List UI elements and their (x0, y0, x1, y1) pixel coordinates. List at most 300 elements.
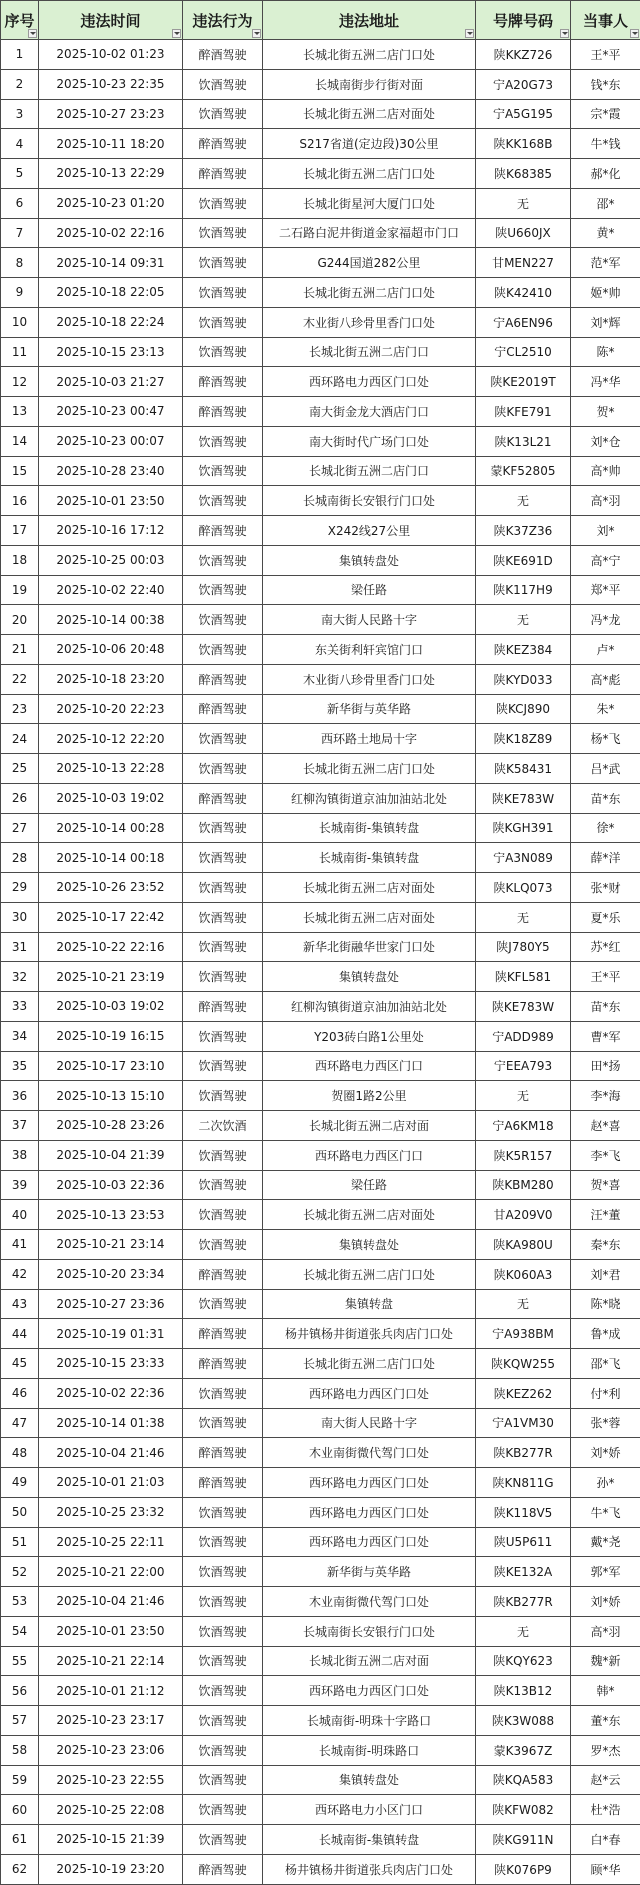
table-row (1, 1854, 640, 1884)
table-row (1, 1051, 640, 1081)
cell-behavior: 饮酒驾驶 (183, 248, 263, 278)
cell-behavior: 饮酒驾驶 (183, 337, 263, 367)
cell-person: 徐* (571, 813, 640, 843)
cell-person: 秦*东 (571, 1230, 640, 1260)
cell-index: 52 (1, 1557, 39, 1587)
table-row (1, 1795, 640, 1825)
cell-person: 赵*喜 (571, 1111, 640, 1141)
cell-plate: 甘A209V0 (476, 1200, 571, 1230)
cell-time: 2025-10-22 22:16 (39, 932, 183, 962)
cell-person: 钱*东 (571, 69, 640, 99)
cell-address: 长城北街五洲二店门口处 (263, 40, 476, 70)
table-header (1, 1, 640, 40)
cell-behavior: 饮酒驾驶 (183, 1408, 263, 1438)
cell-index: 29 (1, 873, 39, 903)
cell-behavior: 饮酒驾驶 (183, 278, 263, 308)
table-row (1, 1349, 640, 1379)
cell-behavior: 醉酒驾驶 (183, 1438, 263, 1468)
cell-plate: 陕K58431 (476, 754, 571, 784)
filter-dropdown-icon[interactable] (630, 29, 639, 38)
table-row (1, 1557, 640, 1587)
header-label: 号牌号码 (493, 12, 553, 30)
table-row (1, 99, 640, 129)
cell-index: 37 (1, 1111, 39, 1141)
cell-person: 高*帅 (571, 456, 640, 486)
cell-plate: 宁A1VM30 (476, 1408, 571, 1438)
cell-behavior: 醉酒驾驶 (183, 664, 263, 694)
cell-time: 2025-10-02 22:16 (39, 218, 183, 248)
table-row (1, 1259, 640, 1289)
cell-index: 35 (1, 1051, 39, 1081)
cell-address: 长城南街-集镇转盘 (263, 1825, 476, 1855)
cell-time: 2025-10-21 23:19 (39, 962, 183, 992)
cell-address: 长城南街-集镇转盘 (263, 813, 476, 843)
cell-time: 2025-10-25 00:03 (39, 545, 183, 575)
header-label: 违法时间 (80, 12, 140, 30)
cell-time: 2025-10-01 23:50 (39, 1616, 183, 1646)
cell-address: 梁任路 (263, 1170, 476, 1200)
cell-person: 冯*龙 (571, 605, 640, 635)
table-row (1, 397, 640, 427)
table-row (1, 724, 640, 754)
table-row (1, 783, 640, 813)
cell-person: 罗*杰 (571, 1735, 640, 1765)
cell-time: 2025-10-06 20:48 (39, 635, 183, 665)
cell-index: 42 (1, 1259, 39, 1289)
cell-time: 2025-10-16 17:12 (39, 516, 183, 546)
cell-time: 2025-10-03 19:02 (39, 783, 183, 813)
cell-plate: 宁EEA793 (476, 1051, 571, 1081)
cell-address: 新华街与英华路 (263, 1557, 476, 1587)
cell-index: 4 (1, 129, 39, 159)
cell-address: 西环路电力西区门口处 (263, 1378, 476, 1408)
cell-behavior: 醉酒驾驶 (183, 1259, 263, 1289)
header-label: 当事人 (583, 12, 628, 30)
cell-time: 2025-10-23 23:06 (39, 1735, 183, 1765)
cell-plate: 陕KN811G (476, 1468, 571, 1498)
cell-behavior: 饮酒驾驶 (183, 1616, 263, 1646)
cell-person: 刘*娇 (571, 1438, 640, 1468)
cell-index: 46 (1, 1378, 39, 1408)
cell-person: 邵* (571, 188, 640, 218)
cell-person: 高*彪 (571, 664, 640, 694)
cell-time: 2025-10-19 23:20 (39, 1854, 183, 1884)
cell-behavior: 饮酒驾驶 (183, 724, 263, 754)
table-row (1, 1170, 640, 1200)
cell-plate: 甘MEN227 (476, 248, 571, 278)
cell-person: 牛*钱 (571, 129, 640, 159)
cell-index: 60 (1, 1795, 39, 1825)
filter-dropdown-icon[interactable] (465, 29, 474, 38)
cell-address: 西环路土地局十字 (263, 724, 476, 754)
cell-plate: 陕K076P9 (476, 1854, 571, 1884)
filter-dropdown-icon[interactable] (172, 29, 181, 38)
cell-plate: 陕KCJ890 (476, 694, 571, 724)
cell-time: 2025-10-13 23:53 (39, 1200, 183, 1230)
cell-behavior: 二次饮酒 (183, 1111, 263, 1141)
cell-person: 刘*仓 (571, 426, 640, 456)
filter-dropdown-icon[interactable] (252, 29, 261, 38)
cell-plate: 无 (476, 188, 571, 218)
header-plate (476, 1, 571, 40)
cell-plate: 陕KE783W (476, 783, 571, 813)
table-row (1, 248, 640, 278)
cell-index: 43 (1, 1289, 39, 1319)
cell-index: 41 (1, 1230, 39, 1260)
cell-time: 2025-10-13 22:29 (39, 159, 183, 189)
cell-address: 西环路电力西区门口处 (263, 1497, 476, 1527)
cell-behavior: 饮酒驾驶 (183, 99, 263, 129)
cell-person: 宗*霞 (571, 99, 640, 129)
cell-person: 范*军 (571, 248, 640, 278)
cell-address: 长城北街五洲二店对面处 (263, 873, 476, 903)
cell-address: 长城南街-明珠路口 (263, 1735, 476, 1765)
cell-behavior: 饮酒驾驶 (183, 1200, 263, 1230)
cell-address: 长城北街五洲二店门口 (263, 337, 476, 367)
cell-time: 2025-10-12 22:20 (39, 724, 183, 754)
cell-address: 长城北街五洲二店门口处 (263, 1259, 476, 1289)
cell-time: 2025-10-13 15:10 (39, 1081, 183, 1111)
table-row (1, 1230, 640, 1260)
cell-address: 南大街时代广场门口处 (263, 426, 476, 456)
cell-address: 长城南街-集镇转盘 (263, 843, 476, 873)
cell-plate: 陕KE691D (476, 545, 571, 575)
cell-index: 40 (1, 1200, 39, 1230)
cell-plate: 宁A6KM18 (476, 1111, 571, 1141)
table-row (1, 605, 640, 635)
cell-index: 2 (1, 69, 39, 99)
cell-person: 贺*喜 (571, 1170, 640, 1200)
cell-time: 2025-10-18 23:20 (39, 664, 183, 694)
table-row (1, 516, 640, 546)
cell-address: 长城北街五洲二店门口 (263, 456, 476, 486)
cell-plate: 陕K117H9 (476, 575, 571, 605)
cell-address: 贺圈1路2公里 (263, 1081, 476, 1111)
cell-person: 张*财 (571, 873, 640, 903)
cell-index: 54 (1, 1616, 39, 1646)
cell-index: 36 (1, 1081, 39, 1111)
cell-time: 2025-10-20 23:34 (39, 1259, 183, 1289)
table-row (1, 635, 640, 665)
cell-plate: 陕KQY623 (476, 1646, 571, 1676)
cell-index: 38 (1, 1140, 39, 1170)
cell-person: 苗*东 (571, 783, 640, 813)
table-row (1, 367, 640, 397)
cell-index: 49 (1, 1468, 39, 1498)
cell-time: 2025-10-21 22:14 (39, 1646, 183, 1676)
cell-person: 黄* (571, 218, 640, 248)
cell-behavior: 饮酒驾驶 (183, 1378, 263, 1408)
cell-time: 2025-10-04 21:39 (39, 1140, 183, 1170)
cell-plate: 陕KBM280 (476, 1170, 571, 1200)
cell-plate: 宁CL2510 (476, 337, 571, 367)
cell-index: 33 (1, 992, 39, 1022)
cell-behavior: 饮酒驾驶 (183, 1765, 263, 1795)
filter-dropdown-icon[interactable] (560, 29, 569, 38)
cell-plate: 陕KYD033 (476, 664, 571, 694)
cell-plate: 陕K5R157 (476, 1140, 571, 1170)
cell-plate: 陕KE783W (476, 992, 571, 1022)
cell-behavior: 饮酒驾驶 (183, 545, 263, 575)
header-index (1, 1, 39, 40)
cell-time: 2025-10-27 23:36 (39, 1289, 183, 1319)
cell-time: 2025-10-23 00:07 (39, 426, 183, 456)
cell-behavior: 醉酒驾驶 (183, 1349, 263, 1379)
cell-index: 47 (1, 1408, 39, 1438)
cell-behavior: 饮酒驾驶 (183, 605, 263, 635)
cell-behavior: 饮酒驾驶 (183, 873, 263, 903)
header-time (39, 1, 183, 40)
table-row (1, 932, 640, 962)
cell-person: 王*平 (571, 40, 640, 70)
cell-plate: 无 (476, 902, 571, 932)
table-body (1, 40, 640, 1885)
cell-index: 8 (1, 248, 39, 278)
cell-time: 2025-10-17 22:42 (39, 902, 183, 932)
table-row (1, 278, 640, 308)
cell-behavior: 饮酒驾驶 (183, 1795, 263, 1825)
cell-time: 2025-10-14 00:28 (39, 813, 183, 843)
cell-address: 长城南街步行街对面 (263, 69, 476, 99)
cell-plate: 无 (476, 1616, 571, 1646)
cell-person: 魏*新 (571, 1646, 640, 1676)
cell-person: 吕*武 (571, 754, 640, 784)
cell-time: 2025-10-18 22:05 (39, 278, 183, 308)
cell-index: 39 (1, 1170, 39, 1200)
cell-index: 16 (1, 486, 39, 516)
cell-plate: 陕K13B12 (476, 1676, 571, 1706)
cell-person: 张*蓉 (571, 1408, 640, 1438)
cell-time: 2025-10-01 23:50 (39, 486, 183, 516)
cell-index: 45 (1, 1349, 39, 1379)
cell-behavior: 饮酒驾驶 (183, 1497, 263, 1527)
cell-behavior: 饮酒驾驶 (183, 218, 263, 248)
cell-person: 贺* (571, 397, 640, 427)
header-label: 违法行为 (192, 12, 252, 30)
cell-address: 杨井镇杨井街道张兵肉店门口处 (263, 1854, 476, 1884)
cell-behavior: 醉酒驾驶 (183, 783, 263, 813)
cell-person: 王*平 (571, 962, 640, 992)
cell-behavior: 醉酒驾驶 (183, 159, 263, 189)
cell-index: 22 (1, 664, 39, 694)
cell-person: 白*春 (571, 1825, 640, 1855)
cell-plate: 陕KFE791 (476, 397, 571, 427)
table-row (1, 1646, 640, 1676)
table-row (1, 1587, 640, 1617)
cell-index: 14 (1, 426, 39, 456)
cell-time: 2025-10-02 01:23 (39, 40, 183, 70)
cell-time: 2025-10-03 19:02 (39, 992, 183, 1022)
cell-plate: 陕KB277R (476, 1587, 571, 1617)
cell-person: 朱* (571, 694, 640, 724)
cell-behavior: 饮酒驾驶 (183, 1735, 263, 1765)
cell-index: 51 (1, 1527, 39, 1557)
cell-address: 长城北街五洲二店对面 (263, 1646, 476, 1676)
table-row (1, 1706, 640, 1736)
cell-time: 2025-10-27 23:23 (39, 99, 183, 129)
cell-address: 西环路电力小区门口 (263, 1795, 476, 1825)
cell-time: 2025-10-23 22:55 (39, 1765, 183, 1795)
cell-person: 刘*辉 (571, 307, 640, 337)
cell-index: 34 (1, 1021, 39, 1051)
cell-address: 集镇转盘处 (263, 545, 476, 575)
header-behavior (183, 1, 263, 40)
cell-time: 2025-10-25 22:08 (39, 1795, 183, 1825)
cell-address: 西环路电力西区门口 (263, 1140, 476, 1170)
cell-index: 6 (1, 188, 39, 218)
cell-plate: 宁A6EN96 (476, 307, 571, 337)
header-person (571, 1, 640, 40)
table-row (1, 159, 640, 189)
table-row (1, 1735, 640, 1765)
cell-address: 长城北街星河大厦门口处 (263, 188, 476, 218)
table-row (1, 1616, 640, 1646)
cell-person: 冯*华 (571, 367, 640, 397)
header-label: 违法地址 (339, 12, 399, 30)
cell-person: 夏*乐 (571, 902, 640, 932)
cell-plate: 陕J780Y5 (476, 932, 571, 962)
cell-address: 长城南街长安银行门口处 (263, 486, 476, 516)
cell-index: 13 (1, 397, 39, 427)
cell-index: 30 (1, 902, 39, 932)
cell-index: 58 (1, 1735, 39, 1765)
cell-address: 长城北街五洲二店对面处 (263, 1200, 476, 1230)
cell-plate: 无 (476, 605, 571, 635)
cell-time: 2025-10-14 00:38 (39, 605, 183, 635)
cell-time: 2025-10-19 16:15 (39, 1021, 183, 1051)
cell-plate: 无 (476, 1081, 571, 1111)
table-row (1, 1140, 640, 1170)
cell-behavior: 饮酒驾驶 (183, 1527, 263, 1557)
table-row (1, 1408, 640, 1438)
cell-person: 刘* (571, 516, 640, 546)
cell-behavior: 饮酒驾驶 (183, 456, 263, 486)
cell-time: 2025-10-13 22:28 (39, 754, 183, 784)
cell-behavior: 饮酒驾驶 (183, 69, 263, 99)
cell-address: 长城北街五洲二店对面处 (263, 902, 476, 932)
cell-time: 2025-10-21 22:00 (39, 1557, 183, 1587)
table-row (1, 40, 640, 70)
cell-behavior: 饮酒驾驶 (183, 1825, 263, 1855)
cell-time: 2025-10-01 21:03 (39, 1468, 183, 1498)
cell-time: 2025-10-03 22:36 (39, 1170, 183, 1200)
cell-index: 17 (1, 516, 39, 546)
cell-plate: 陕KK168B (476, 129, 571, 159)
table-row (1, 1438, 640, 1468)
table-row (1, 1021, 640, 1051)
cell-behavior: 饮酒驾驶 (183, 1676, 263, 1706)
cell-person: 高*宁 (571, 545, 640, 575)
table-row (1, 813, 640, 843)
cell-index: 19 (1, 575, 39, 605)
cell-behavior: 饮酒驾驶 (183, 813, 263, 843)
cell-plate: 陕U5P611 (476, 1527, 571, 1557)
cell-address: 长城北街五洲二店门口处 (263, 159, 476, 189)
cell-plate: 陕KLQ073 (476, 873, 571, 903)
cell-behavior: 饮酒驾驶 (183, 1289, 263, 1319)
table-row (1, 1289, 640, 1319)
filter-dropdown-icon[interactable] (28, 29, 37, 38)
cell-behavior: 饮酒驾驶 (183, 188, 263, 218)
cell-time: 2025-10-28 23:40 (39, 456, 183, 486)
cell-person: 孙* (571, 1468, 640, 1498)
table-row (1, 69, 640, 99)
cell-index: 28 (1, 843, 39, 873)
cell-address: 南大街人民路十字 (263, 1408, 476, 1438)
cell-plate: 陕KEZ384 (476, 635, 571, 665)
cell-address: 南大街金龙大酒店门口 (263, 397, 476, 427)
cell-person: 李*飞 (571, 1140, 640, 1170)
cell-address: 集镇转盘处 (263, 1765, 476, 1795)
table-row (1, 664, 640, 694)
cell-address: 长城北街五洲二店对面处 (263, 99, 476, 129)
cell-behavior: 饮酒驾驶 (183, 1646, 263, 1676)
cell-address: G244国道282公里 (263, 248, 476, 278)
cell-plate: 陕KFW082 (476, 1795, 571, 1825)
cell-address: S217省道(定边段)30公里 (263, 129, 476, 159)
cell-behavior: 醉酒驾驶 (183, 397, 263, 427)
cell-index: 9 (1, 278, 39, 308)
cell-person: 杨*飞 (571, 724, 640, 754)
cell-plate: 陕U660JX (476, 218, 571, 248)
cell-person: 高*羽 (571, 1616, 640, 1646)
cell-behavior: 饮酒驾驶 (183, 635, 263, 665)
table-row (1, 873, 640, 903)
cell-plate: 陕KE132A (476, 1557, 571, 1587)
table-row (1, 1378, 640, 1408)
cell-address: 长城南街-明珠十字路口 (263, 1706, 476, 1736)
cell-address: 集镇转盘 (263, 1289, 476, 1319)
cell-plate: 无 (476, 1289, 571, 1319)
cell-index: 1 (1, 40, 39, 70)
cell-behavior: 醉酒驾驶 (183, 1854, 263, 1884)
cell-plate: 陕KFL581 (476, 962, 571, 992)
cell-behavior: 醉酒驾驶 (183, 40, 263, 70)
cell-person: 薛*洋 (571, 843, 640, 873)
cell-time: 2025-10-15 21:39 (39, 1825, 183, 1855)
cell-person: 鲁*成 (571, 1319, 640, 1349)
cell-address: 西环路电力西区门口处 (263, 1527, 476, 1557)
cell-address: 红柳沟镇街道京油加油站北处 (263, 783, 476, 813)
cell-plate: 陕K42410 (476, 278, 571, 308)
cell-behavior: 饮酒驾驶 (183, 1021, 263, 1051)
cell-index: 48 (1, 1438, 39, 1468)
cell-address: 木业街八珍骨里香门口处 (263, 307, 476, 337)
cell-person: 郑*平 (571, 575, 640, 605)
table-row (1, 337, 640, 367)
header-address (263, 1, 476, 40)
cell-time: 2025-10-15 23:33 (39, 1349, 183, 1379)
table-row (1, 426, 640, 456)
cell-index: 56 (1, 1676, 39, 1706)
cell-index: 12 (1, 367, 39, 397)
cell-person: 刘*君 (571, 1259, 640, 1289)
table-row (1, 456, 640, 486)
table-row (1, 1111, 640, 1141)
cell-address: 木业南街微代驾门口处 (263, 1438, 476, 1468)
cell-behavior: 饮酒驾驶 (183, 902, 263, 932)
cell-behavior: 醉酒驾驶 (183, 367, 263, 397)
cell-person: 汪*董 (571, 1200, 640, 1230)
cell-person: 赵*云 (571, 1765, 640, 1795)
cell-index: 18 (1, 545, 39, 575)
cell-person: 杜*浩 (571, 1795, 640, 1825)
cell-behavior: 醉酒驾驶 (183, 694, 263, 724)
cell-address: 梁任路 (263, 575, 476, 605)
cell-index: 55 (1, 1646, 39, 1676)
cell-index: 20 (1, 605, 39, 635)
cell-time: 2025-10-11 18:20 (39, 129, 183, 159)
